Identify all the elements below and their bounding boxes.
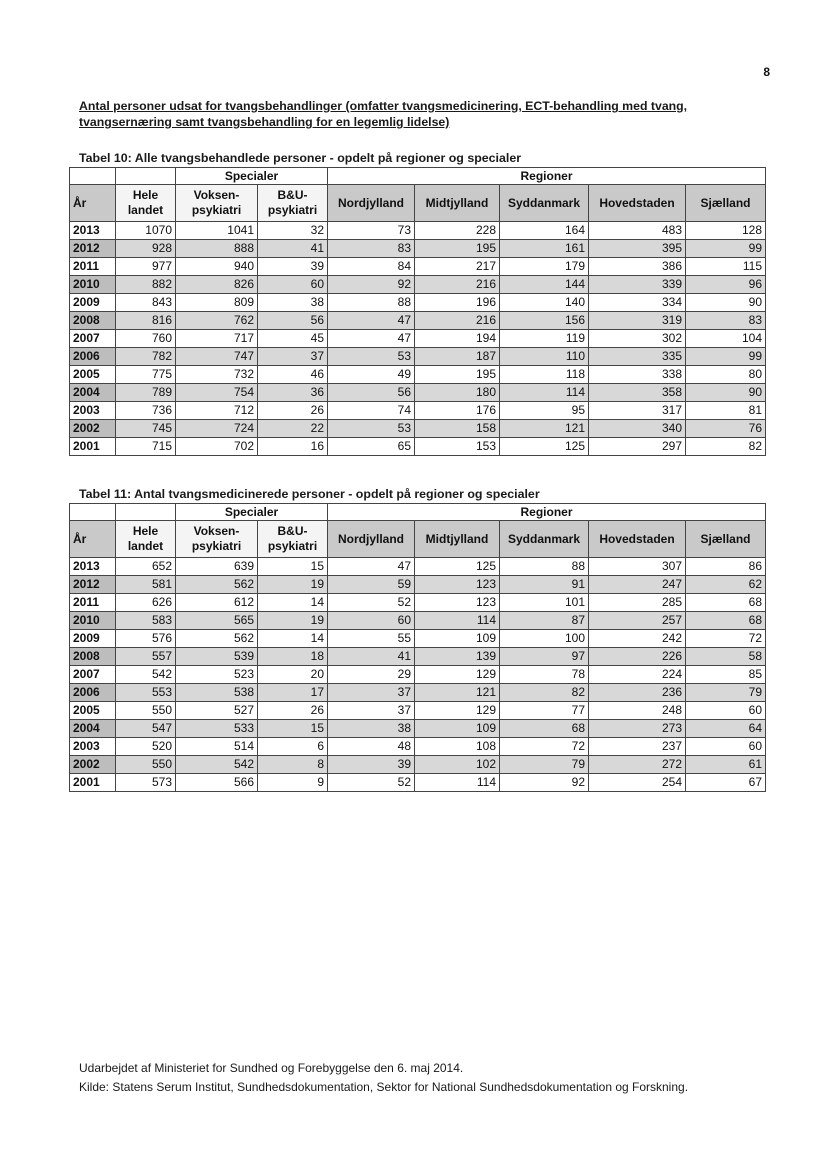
value-cell: 49 xyxy=(328,366,415,384)
value-cell: 254 xyxy=(589,774,686,792)
value-cell: 81 xyxy=(686,402,766,420)
value-cell: 60 xyxy=(328,612,415,630)
col-sjaelland: Sjælland xyxy=(686,521,766,558)
value-cell: 514 xyxy=(176,738,258,756)
value-cell: 228 xyxy=(415,222,500,240)
value-cell: 6 xyxy=(258,738,328,756)
year-cell: 2005 xyxy=(70,702,116,720)
value-cell: 715 xyxy=(116,438,176,456)
value-cell: 395 xyxy=(589,240,686,258)
value-cell: 639 xyxy=(176,558,258,576)
table-row xyxy=(70,558,766,576)
value-cell: 59 xyxy=(328,576,415,594)
value-cell: 702 xyxy=(176,438,258,456)
value-cell: 236 xyxy=(589,684,686,702)
year-cell: 2008 xyxy=(70,312,116,330)
value-cell: 55 xyxy=(328,630,415,648)
value-cell: 99 xyxy=(686,348,766,366)
col-midtjylland: Midtjylland xyxy=(415,521,500,558)
value-cell: 109 xyxy=(415,720,500,738)
value-cell: 196 xyxy=(415,294,500,312)
table10-caption: Tabel 10: Alle tvangsbehandlede personer - opdelt på regioner og specialer xyxy=(79,151,522,165)
value-cell: 216 xyxy=(415,312,500,330)
value-cell: 272 xyxy=(589,756,686,774)
value-cell: 285 xyxy=(589,594,686,612)
value-cell: 85 xyxy=(686,666,766,684)
value-cell: 179 xyxy=(500,258,589,276)
value-cell: 483 xyxy=(589,222,686,240)
table-row xyxy=(70,702,766,720)
value-cell: 38 xyxy=(328,720,415,738)
value-cell: 187 xyxy=(415,348,500,366)
value-cell: 53 xyxy=(328,348,415,366)
year-cell: 2006 xyxy=(70,348,116,366)
total-group-blank xyxy=(116,504,176,521)
value-cell: 573 xyxy=(116,774,176,792)
col-total: Hele landet xyxy=(116,521,176,558)
table11 xyxy=(69,503,766,792)
value-cell: 65 xyxy=(328,438,415,456)
col-year: År xyxy=(70,521,116,558)
value-cell: 158 xyxy=(415,420,500,438)
value-cell: 79 xyxy=(686,684,766,702)
value-cell: 226 xyxy=(589,648,686,666)
value-cell: 26 xyxy=(258,702,328,720)
value-cell: 74 xyxy=(328,402,415,420)
page-number: 8 xyxy=(763,65,770,79)
value-cell: 153 xyxy=(415,438,500,456)
table-row xyxy=(70,276,766,294)
value-cell: 123 xyxy=(415,594,500,612)
value-cell: 68 xyxy=(686,612,766,630)
value-cell: 542 xyxy=(116,666,176,684)
value-cell: 760 xyxy=(116,330,176,348)
year-cell: 2006 xyxy=(70,684,116,702)
table-row xyxy=(70,312,766,330)
year-cell: 2002 xyxy=(70,756,116,774)
footer-source: Kilde: Statens Serum Institut, Sundhedsdokumentation, Sektor for National Sundhedsdokumentation og Forskning. xyxy=(79,1080,689,1094)
value-cell: 553 xyxy=(116,684,176,702)
value-cell: 97 xyxy=(500,648,589,666)
value-cell: 542 xyxy=(176,756,258,774)
value-cell: 47 xyxy=(328,558,415,576)
value-cell: 92 xyxy=(328,276,415,294)
table-row xyxy=(70,630,766,648)
value-cell: 334 xyxy=(589,294,686,312)
value-cell: 16 xyxy=(258,438,328,456)
value-cell: 164 xyxy=(500,222,589,240)
value-cell: 95 xyxy=(500,402,589,420)
value-cell: 612 xyxy=(176,594,258,612)
value-cell: 64 xyxy=(686,720,766,738)
value-cell: 144 xyxy=(500,276,589,294)
value-cell: 527 xyxy=(176,702,258,720)
value-cell: 523 xyxy=(176,666,258,684)
table-row xyxy=(70,222,766,240)
value-cell: 712 xyxy=(176,402,258,420)
value-cell: 18 xyxy=(258,648,328,666)
value-cell: 83 xyxy=(328,240,415,258)
value-cell: 736 xyxy=(116,402,176,420)
value-cell: 88 xyxy=(500,558,589,576)
value-cell: 41 xyxy=(258,240,328,258)
value-cell: 123 xyxy=(415,576,500,594)
year-group-blank xyxy=(70,504,116,521)
value-cell: 386 xyxy=(589,258,686,276)
value-cell: 14 xyxy=(258,594,328,612)
value-cell: 109 xyxy=(415,630,500,648)
value-cell: 242 xyxy=(589,630,686,648)
year-cell: 2009 xyxy=(70,630,116,648)
value-cell: 562 xyxy=(176,630,258,648)
table-row xyxy=(70,366,766,384)
value-cell: 358 xyxy=(589,384,686,402)
col-nordjylland: Nordjylland xyxy=(328,185,415,222)
value-cell: 108 xyxy=(415,738,500,756)
value-cell: 626 xyxy=(116,594,176,612)
value-cell: 782 xyxy=(116,348,176,366)
value-cell: 83 xyxy=(686,312,766,330)
value-cell: 96 xyxy=(686,276,766,294)
value-cell: 8 xyxy=(258,756,328,774)
value-cell: 176 xyxy=(415,402,500,420)
value-cell: 60 xyxy=(258,276,328,294)
value-cell: 38 xyxy=(258,294,328,312)
value-cell: 60 xyxy=(686,702,766,720)
value-cell: 125 xyxy=(415,558,500,576)
regioner-header: Regioner xyxy=(328,504,766,521)
value-cell: 39 xyxy=(328,756,415,774)
table-row xyxy=(70,612,766,630)
table-row xyxy=(70,294,766,312)
value-cell: 1041 xyxy=(176,222,258,240)
value-cell: 46 xyxy=(258,366,328,384)
year-cell: 2001 xyxy=(70,774,116,792)
value-cell: 20 xyxy=(258,666,328,684)
value-cell: 52 xyxy=(328,774,415,792)
value-cell: 717 xyxy=(176,330,258,348)
value-cell: 724 xyxy=(176,420,258,438)
value-cell: 538 xyxy=(176,684,258,702)
year-cell: 2004 xyxy=(70,384,116,402)
value-cell: 273 xyxy=(589,720,686,738)
col-nordjylland: Nordjylland xyxy=(328,521,415,558)
year-cell: 2010 xyxy=(70,612,116,630)
value-cell: 1070 xyxy=(116,222,176,240)
value-cell: 125 xyxy=(500,438,589,456)
year-cell: 2011 xyxy=(70,258,116,276)
year-cell: 2007 xyxy=(70,666,116,684)
value-cell: 39 xyxy=(258,258,328,276)
table-row xyxy=(70,240,766,258)
value-cell: 257 xyxy=(589,612,686,630)
value-cell: 977 xyxy=(116,258,176,276)
value-cell: 47 xyxy=(328,330,415,348)
table-row xyxy=(70,738,766,756)
value-cell: 22 xyxy=(258,420,328,438)
value-cell: 68 xyxy=(500,720,589,738)
col-midtjylland: Midtjylland xyxy=(415,185,500,222)
value-cell: 317 xyxy=(589,402,686,420)
table-row xyxy=(70,384,766,402)
value-cell: 17 xyxy=(258,684,328,702)
value-cell: 45 xyxy=(258,330,328,348)
regioner-header: Regioner xyxy=(328,168,766,185)
value-cell: 15 xyxy=(258,558,328,576)
table-row xyxy=(70,666,766,684)
value-cell: 91 xyxy=(500,576,589,594)
value-cell: 547 xyxy=(116,720,176,738)
year-cell: 2010 xyxy=(70,276,116,294)
col-child: B&U-psykiatri xyxy=(258,521,328,558)
value-cell: 104 xyxy=(686,330,766,348)
value-cell: 888 xyxy=(176,240,258,258)
value-cell: 339 xyxy=(589,276,686,294)
value-cell: 732 xyxy=(176,366,258,384)
value-cell: 216 xyxy=(415,276,500,294)
value-cell: 72 xyxy=(686,630,766,648)
value-cell: 520 xyxy=(116,738,176,756)
value-cell: 928 xyxy=(116,240,176,258)
footer-prepared-by: Udarbejdet af Ministeriet for Sundhed og Forebyggelse den 6. maj 2014. xyxy=(79,1061,464,1075)
value-cell: 114 xyxy=(415,612,500,630)
value-cell: 58 xyxy=(686,648,766,666)
year-cell: 2008 xyxy=(70,648,116,666)
value-cell: 302 xyxy=(589,330,686,348)
col-syddanmark: Syddanmark xyxy=(500,185,589,222)
table-row xyxy=(70,720,766,738)
value-cell: 139 xyxy=(415,648,500,666)
value-cell: 581 xyxy=(116,576,176,594)
value-cell: 76 xyxy=(686,420,766,438)
table-row xyxy=(70,756,766,774)
value-cell: 565 xyxy=(176,612,258,630)
value-cell: 84 xyxy=(328,258,415,276)
value-cell: 52 xyxy=(328,594,415,612)
value-cell: 114 xyxy=(415,774,500,792)
value-cell: 14 xyxy=(258,630,328,648)
value-cell: 809 xyxy=(176,294,258,312)
value-cell: 82 xyxy=(500,684,589,702)
value-cell: 90 xyxy=(686,384,766,402)
value-cell: 338 xyxy=(589,366,686,384)
value-cell: 217 xyxy=(415,258,500,276)
year-cell: 2012 xyxy=(70,240,116,258)
col-syddanmark: Syddanmark xyxy=(500,521,589,558)
year-cell: 2003 xyxy=(70,402,116,420)
value-cell: 775 xyxy=(116,366,176,384)
year-cell: 2012 xyxy=(70,576,116,594)
year-cell: 2013 xyxy=(70,558,116,576)
col-sjaelland: Sjælland xyxy=(686,185,766,222)
value-cell: 90 xyxy=(686,294,766,312)
table-row xyxy=(70,774,766,792)
value-cell: 56 xyxy=(258,312,328,330)
value-cell: 128 xyxy=(686,222,766,240)
specialer-header: Specialer xyxy=(176,168,328,185)
value-cell: 47 xyxy=(328,312,415,330)
col-adult: Voksen-psykiatri xyxy=(176,185,258,222)
value-cell: 86 xyxy=(686,558,766,576)
year-group-blank xyxy=(70,168,116,185)
value-cell: 550 xyxy=(116,756,176,774)
value-cell: 121 xyxy=(415,684,500,702)
value-cell: 297 xyxy=(589,438,686,456)
table-row xyxy=(70,258,766,276)
value-cell: 562 xyxy=(176,576,258,594)
value-cell: 789 xyxy=(116,384,176,402)
value-cell: 557 xyxy=(116,648,176,666)
value-cell: 224 xyxy=(589,666,686,684)
value-cell: 73 xyxy=(328,222,415,240)
value-cell: 747 xyxy=(176,348,258,366)
value-cell: 56 xyxy=(328,384,415,402)
value-cell: 60 xyxy=(686,738,766,756)
value-cell: 195 xyxy=(415,240,500,258)
value-cell: 37 xyxy=(328,684,415,702)
value-cell: 129 xyxy=(415,702,500,720)
total-group-blank xyxy=(116,168,176,185)
value-cell: 119 xyxy=(500,330,589,348)
value-cell: 816 xyxy=(116,312,176,330)
value-cell: 539 xyxy=(176,648,258,666)
value-cell: 129 xyxy=(415,666,500,684)
value-cell: 248 xyxy=(589,702,686,720)
value-cell: 115 xyxy=(686,258,766,276)
col-total: Hele landet xyxy=(116,185,176,222)
col-adult: Voksen-psykiatri xyxy=(176,521,258,558)
year-cell: 2004 xyxy=(70,720,116,738)
value-cell: 48 xyxy=(328,738,415,756)
value-cell: 652 xyxy=(116,558,176,576)
value-cell: 102 xyxy=(415,756,500,774)
value-cell: 101 xyxy=(500,594,589,612)
value-cell: 87 xyxy=(500,612,589,630)
col-child: B&U-psykiatri xyxy=(258,185,328,222)
value-cell: 32 xyxy=(258,222,328,240)
value-cell: 88 xyxy=(328,294,415,312)
table-row xyxy=(70,402,766,420)
value-cell: 110 xyxy=(500,348,589,366)
value-cell: 550 xyxy=(116,702,176,720)
value-cell: 82 xyxy=(686,438,766,456)
table-row xyxy=(70,348,766,366)
year-cell: 2009 xyxy=(70,294,116,312)
value-cell: 194 xyxy=(415,330,500,348)
value-cell: 161 xyxy=(500,240,589,258)
year-cell: 2002 xyxy=(70,420,116,438)
value-cell: 762 xyxy=(176,312,258,330)
value-cell: 77 xyxy=(500,702,589,720)
table-row xyxy=(70,684,766,702)
value-cell: 72 xyxy=(500,738,589,756)
section-heading: Antal personer udsat for tvangsbehandlinger (omfatter tvangsmedicinering, ECT-behandling med tvang, tvangsernæring samt tvangsbehandling for en legemlig lidelse) xyxy=(79,99,688,129)
value-cell: 340 xyxy=(589,420,686,438)
value-cell: 745 xyxy=(116,420,176,438)
value-cell: 940 xyxy=(176,258,258,276)
value-cell: 80 xyxy=(686,366,766,384)
year-cell: 2007 xyxy=(70,330,116,348)
value-cell: 37 xyxy=(258,348,328,366)
value-cell: 140 xyxy=(500,294,589,312)
value-cell: 9 xyxy=(258,774,328,792)
value-cell: 180 xyxy=(415,384,500,402)
table-row xyxy=(70,594,766,612)
value-cell: 247 xyxy=(589,576,686,594)
value-cell: 826 xyxy=(176,276,258,294)
col-year: År xyxy=(70,185,116,222)
value-cell: 583 xyxy=(116,612,176,630)
table-row xyxy=(70,648,766,666)
value-cell: 26 xyxy=(258,402,328,420)
value-cell: 67 xyxy=(686,774,766,792)
col-hovedstaden: Hovedstaden xyxy=(589,521,686,558)
value-cell: 335 xyxy=(589,348,686,366)
value-cell: 37 xyxy=(328,702,415,720)
value-cell: 92 xyxy=(500,774,589,792)
year-cell: 2001 xyxy=(70,438,116,456)
value-cell: 843 xyxy=(116,294,176,312)
table-row xyxy=(70,438,766,456)
value-cell: 121 xyxy=(500,420,589,438)
value-cell: 100 xyxy=(500,630,589,648)
value-cell: 53 xyxy=(328,420,415,438)
value-cell: 156 xyxy=(500,312,589,330)
table11-caption: Tabel 11: Antal tvangsmedicinerede personer - opdelt på regioner og specialer xyxy=(79,487,540,501)
year-cell: 2005 xyxy=(70,366,116,384)
value-cell: 29 xyxy=(328,666,415,684)
year-cell: 2003 xyxy=(70,738,116,756)
value-cell: 754 xyxy=(176,384,258,402)
table-row xyxy=(70,330,766,348)
value-cell: 78 xyxy=(500,666,589,684)
table-row xyxy=(70,420,766,438)
table-row xyxy=(70,576,766,594)
value-cell: 36 xyxy=(258,384,328,402)
col-hovedstaden: Hovedstaden xyxy=(589,185,686,222)
value-cell: 307 xyxy=(589,558,686,576)
value-cell: 533 xyxy=(176,720,258,738)
value-cell: 15 xyxy=(258,720,328,738)
table10 xyxy=(69,167,766,456)
value-cell: 79 xyxy=(500,756,589,774)
year-cell: 2011 xyxy=(70,594,116,612)
value-cell: 19 xyxy=(258,576,328,594)
value-cell: 114 xyxy=(500,384,589,402)
value-cell: 319 xyxy=(589,312,686,330)
value-cell: 61 xyxy=(686,756,766,774)
specialer-header: Specialer xyxy=(176,504,328,521)
value-cell: 99 xyxy=(686,240,766,258)
value-cell: 68 xyxy=(686,594,766,612)
value-cell: 237 xyxy=(589,738,686,756)
value-cell: 118 xyxy=(500,366,589,384)
value-cell: 566 xyxy=(176,774,258,792)
value-cell: 19 xyxy=(258,612,328,630)
value-cell: 41 xyxy=(328,648,415,666)
value-cell: 195 xyxy=(415,366,500,384)
value-cell: 62 xyxy=(686,576,766,594)
year-cell: 2013 xyxy=(70,222,116,240)
value-cell: 576 xyxy=(116,630,176,648)
value-cell: 882 xyxy=(116,276,176,294)
